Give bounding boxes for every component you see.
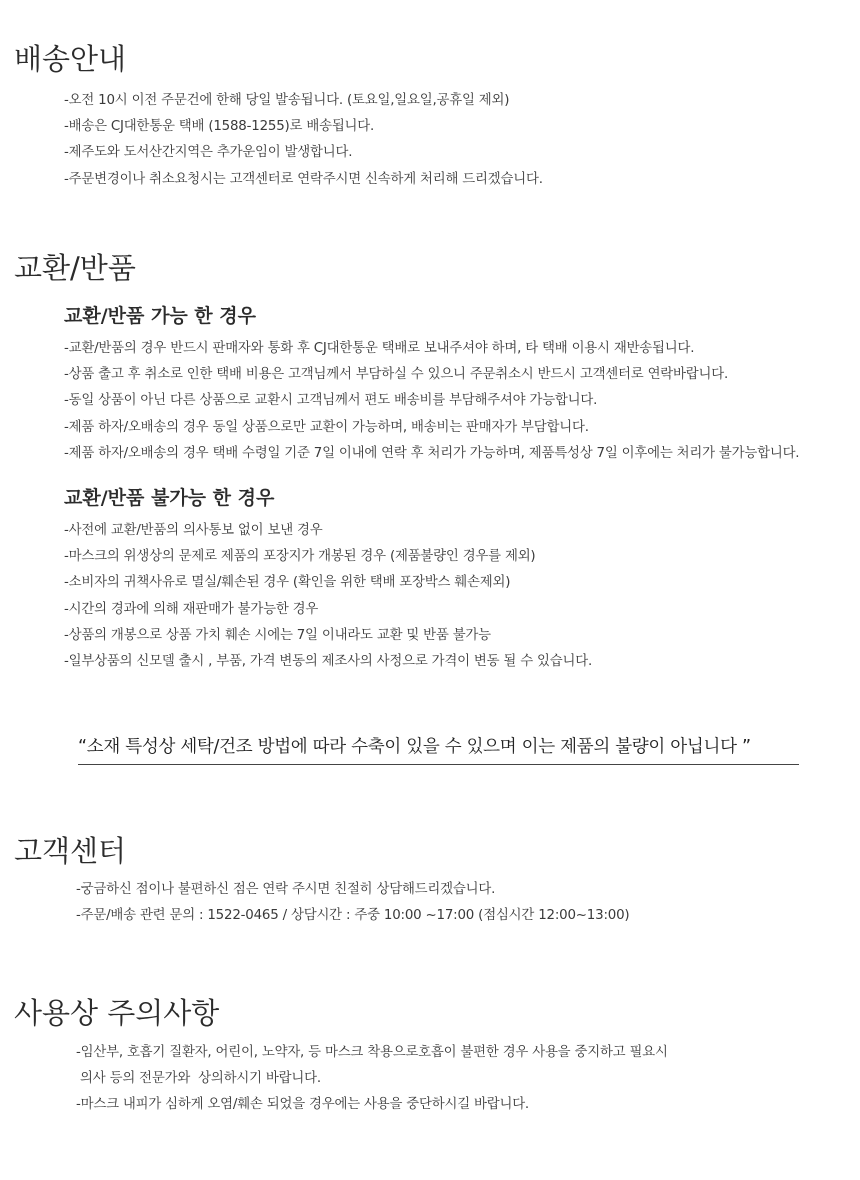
list-item: -임산부, 호흡기 질환자, 어린이, 노약자, 등 마스크 착용으로호흡이 불편한 경우 사용을 중지하고 필요시 xyxy=(76,1045,668,1060)
customer-center-list xyxy=(76,877,629,929)
list-item: -주문/배송 관련 문의 : 1522-0465 / 상담시간 : 주중 10:00 ~17:00 (점심시간 12:00~13:00) xyxy=(76,908,630,924)
list-item: -제품 하자/오배송의 경우 택배 수령일 기준 7일 이내에 연락 후 처리가 가능하며, 제품특성상 7일 이후에는 처리가 불가능합니다. xyxy=(64,445,800,461)
list-item: -마스크 내피가 심하게 오염/훼손 되었을 경우에는 사용을 중단하시길 바랍니다. xyxy=(76,1097,529,1113)
list-item: -일부상품의 신모델 출시 , 부품, 가격 변동의 제조사의 사정으로 가격이 변동 될 수 있습니다. xyxy=(64,653,593,669)
caution-title: 사용상 주의사항 xyxy=(14,996,220,1030)
list-item: -동일 상품이 아닌 다른 상품으로 교환시 고객님께서 편도 배송비를 부담해주셔야 가능합니다. xyxy=(64,393,598,409)
list-item: -사전에 교환/반품의 의사통보 없이 보낸 경우 xyxy=(64,523,323,538)
list-item: -배송은 CJ대한통운 택배 (1588-1255)로 배송됩니다. xyxy=(64,119,375,135)
list-item: 의사 등의 전문가와 상의하시기 바랍니다. xyxy=(76,1071,321,1087)
exchange-possible-list xyxy=(64,336,799,467)
fabric-notice-quote: “소재 특성상 세탁/건조 방법에 따라 수축이 있을 수 있으며 이는 제품의 불량이 아닙니다 ” xyxy=(78,733,799,765)
list-item: -제주도와 도서산간지역은 추가운임이 발생합니다. xyxy=(64,145,353,161)
exchange-impossible-title: 교환/반품 불가능 한 경우 xyxy=(64,487,275,509)
list-item: -상품의 개봉으로 상품 가치 훼손 시에는 7일 이내라도 교환 및 반품 불가능 xyxy=(64,627,491,643)
exchange-possible-title: 교환/반품 가능 한 경우 xyxy=(64,305,256,327)
list-item: -상품 출고 후 취소로 인한 택배 비용은 고객님께서 부담하실 수 있으니 주문취소시 반드시 고객센터로 연락바랍니다. xyxy=(64,367,729,383)
shipping-title: 배송안내 xyxy=(14,42,127,76)
list-item: -오전 10시 이전 주문건에 한해 당일 발송됩니다. (토요일,일요일,공휴일 제외) xyxy=(64,93,510,108)
list-item: -소비자의 귀책사유로 멸실/훼손된 경우 (확인을 위한 택배 포장박스 훼손제외) xyxy=(64,575,511,591)
customer-center-title: 고객센터 xyxy=(14,834,127,868)
list-item: -시간의 경과에 의해 재판매가 불가능한 경우 xyxy=(64,601,319,617)
caution-list xyxy=(76,1040,668,1119)
list-item: -마스크의 위생상의 문제로 제품의 포장지가 개봉된 경우 (제품불량인 경우를 제외) xyxy=(64,549,536,565)
exchange-title: 교환/반품 xyxy=(14,251,136,285)
shipping-list xyxy=(64,88,543,193)
list-item: -제품 하자/오배송의 경우 동일 상품으로만 교환이 가능하며, 배송비는 판매자가 부담합니다. xyxy=(64,419,589,435)
list-item: -궁금하신 점이나 불편하신 점은 연락 주시면 친절히 상담해드리겠습니다. xyxy=(76,882,496,897)
list-item: -교환/반품의 경우 반드시 판매자와 통화 후 CJ대한통운 택배로 보내주셔야 하며, 타 택배 이용시 재반송됩니다. xyxy=(64,341,695,356)
list-item: -주문변경이나 취소요청시는 고객센터로 연락주시면 신속하게 처리해 드리겠습니다. xyxy=(64,171,543,187)
exchange-impossible-list xyxy=(64,518,592,675)
